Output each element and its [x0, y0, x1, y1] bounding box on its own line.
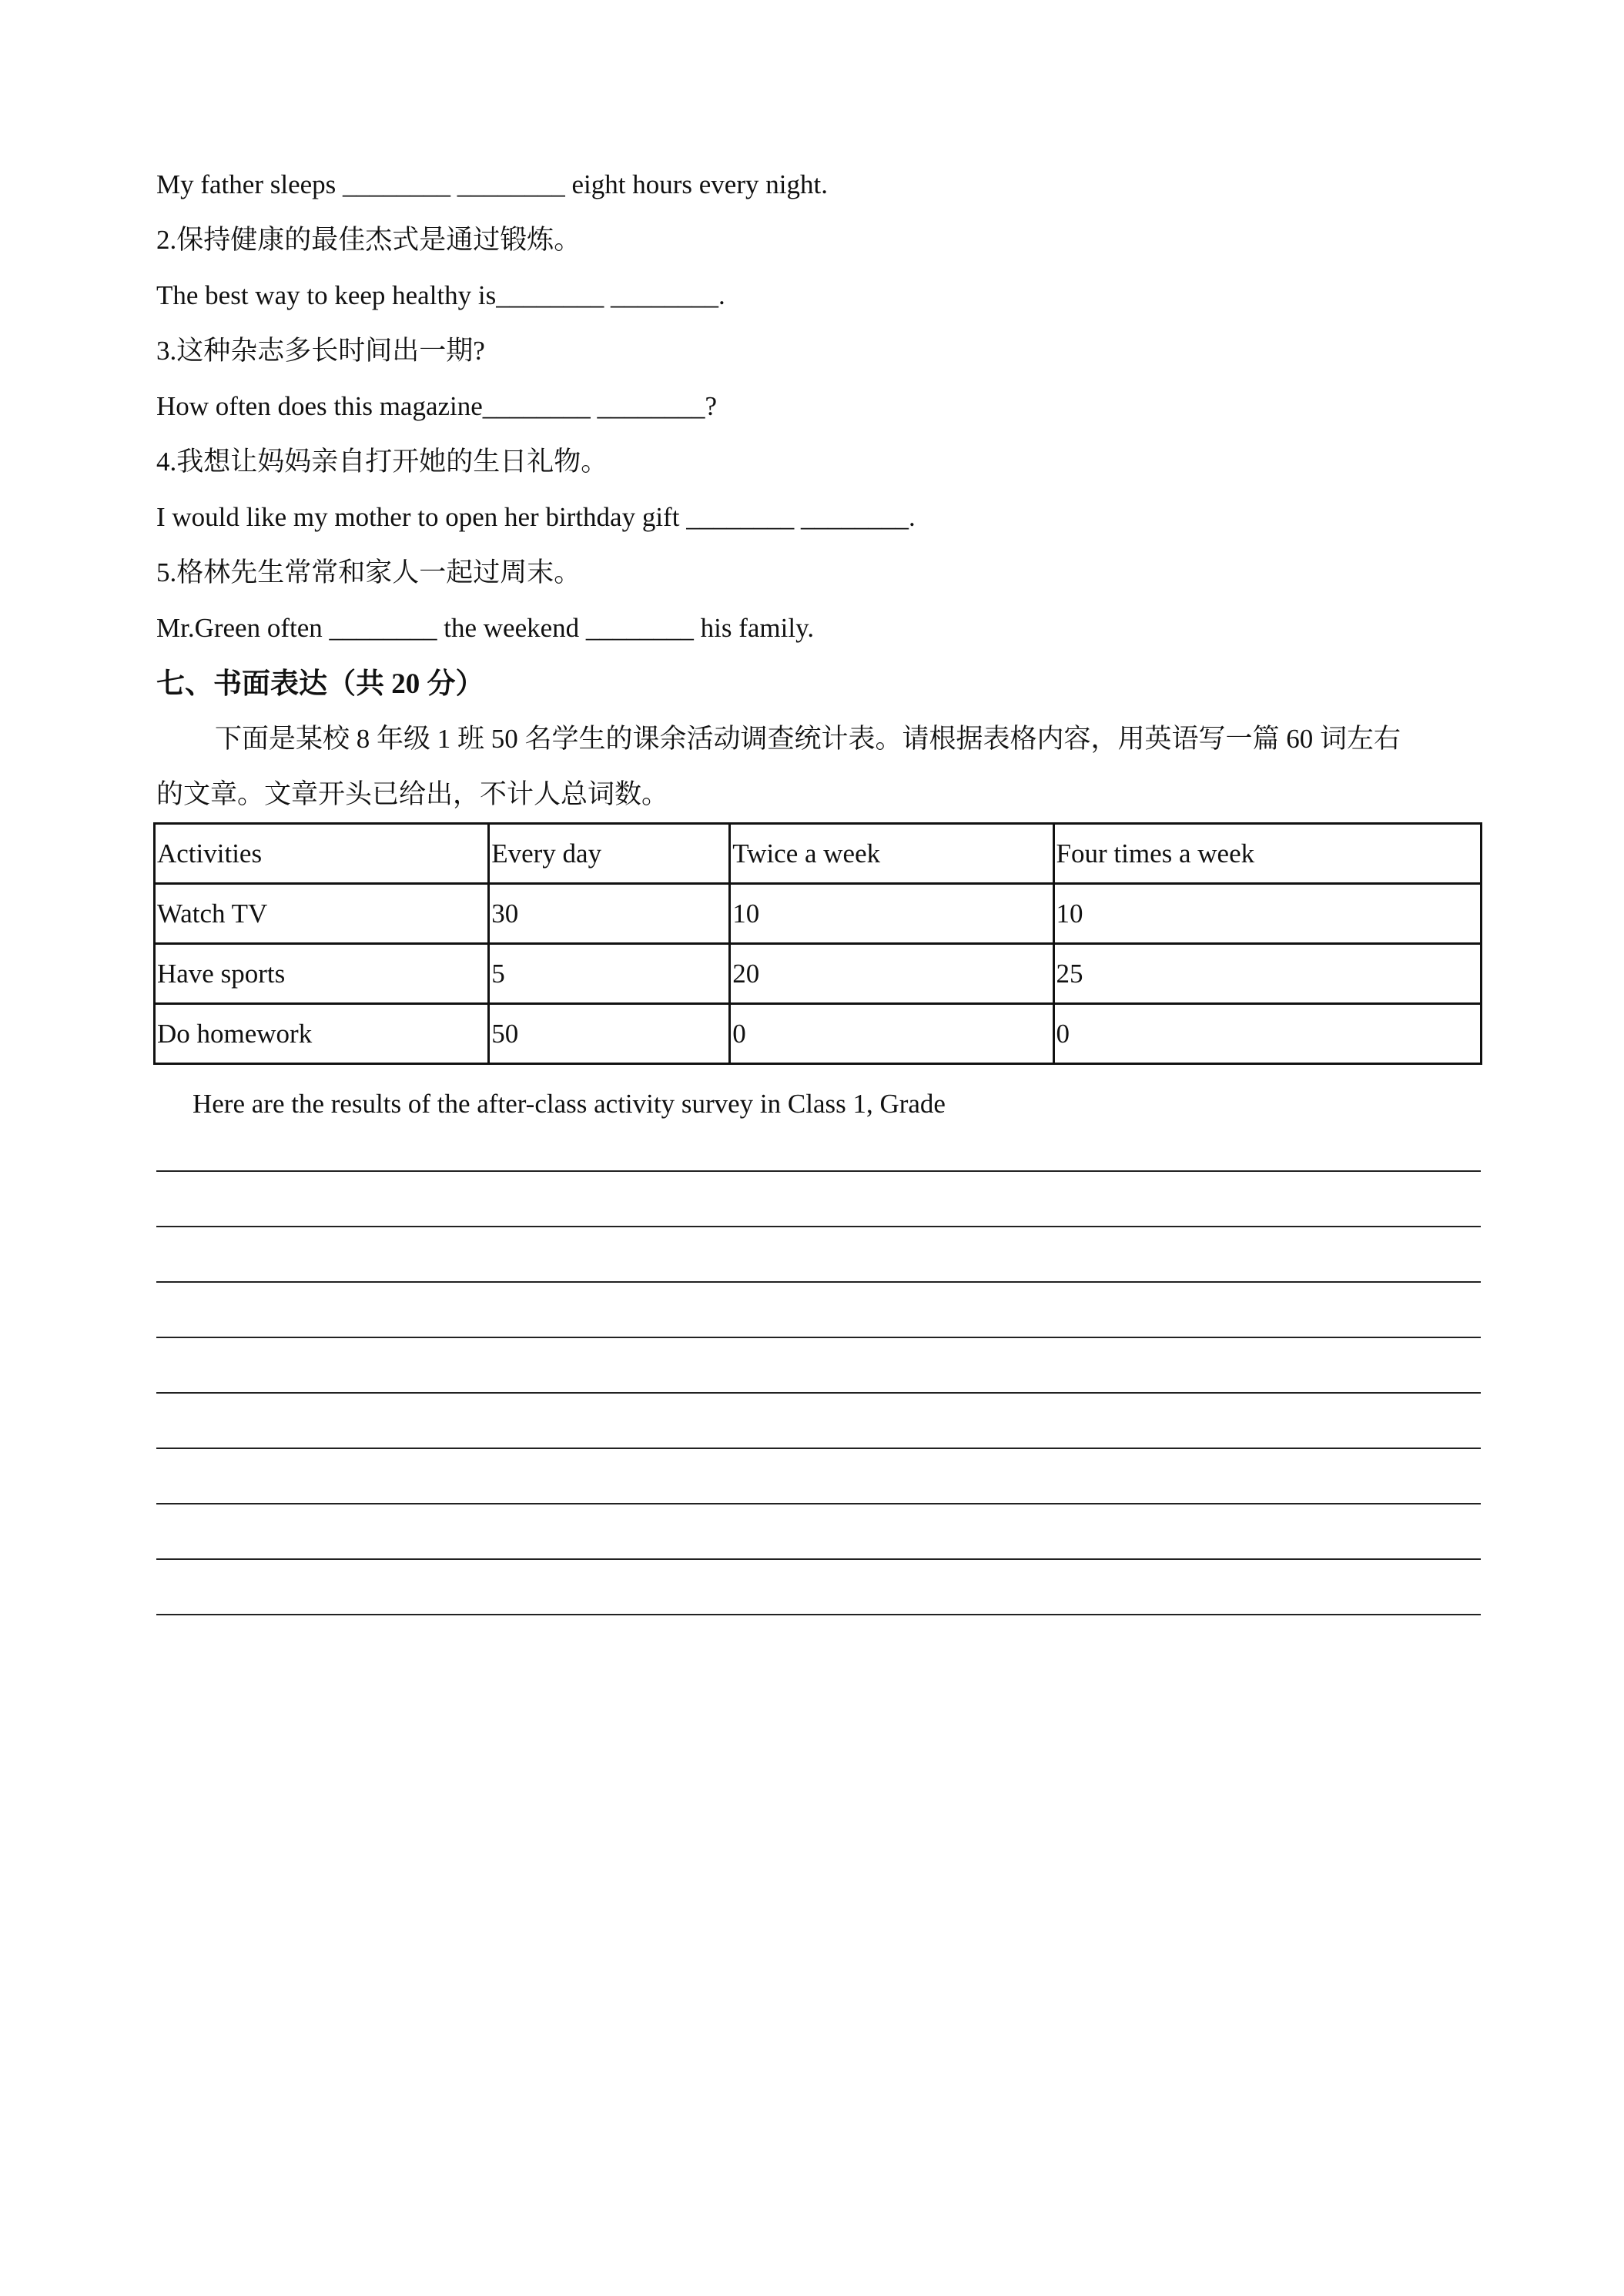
- translation-sentence-1-english: My father sleeps ________ ________ eight hours every night.: [156, 169, 828, 199]
- table-cell: 30: [489, 884, 730, 944]
- table-header-cell: Activities: [155, 824, 489, 884]
- table-cell: 0: [730, 1004, 1053, 1064]
- answer-line[interactable]: [156, 1392, 1481, 1394]
- section-heading-writing: 七、书面表达（共 20 分）: [156, 668, 484, 700]
- translation-sentence-3-english: How often does this magazine________ ________?: [156, 391, 718, 421]
- table-cell: Watch TV: [155, 884, 489, 944]
- survey-table: [153, 822, 1482, 1065]
- table-row: [155, 944, 1482, 1004]
- translation-sentence-2-english: The best way to keep healthy is________ ________.: [156, 280, 725, 310]
- translation-prompt-3-chinese: 3.这种杂志多长时间出一期?: [156, 336, 485, 366]
- table-header-row: [155, 824, 1482, 884]
- table-cell: Have sports: [155, 944, 489, 1004]
- answer-line[interactable]: [156, 1337, 1481, 1338]
- essay-opening-sentence: Here are the results of the after-class activity survey in Class 1, Grade: [193, 1089, 946, 1119]
- answer-line[interactable]: [156, 1281, 1481, 1283]
- answer-line[interactable]: [156, 1503, 1481, 1504]
- writing-instructions-line-2: 的文章。文章开头已给出，不计人总词数。: [156, 779, 669, 809]
- table-cell: 5: [489, 944, 730, 1004]
- translation-prompt-5-chinese: 5.格林先生常常和家人一起过周末。: [156, 557, 581, 587]
- translation-sentence-4-english: I would like my mother to open her birthday gift ________ ________.: [156, 502, 916, 532]
- translation-sentence-5-english: Mr.Green often ________ the weekend ________ his family.: [156, 613, 815, 643]
- table-cell: 20: [730, 944, 1053, 1004]
- translation-prompt-2-chinese: 2.保持健康的最佳杰式是通过锻炼。: [156, 225, 581, 255]
- table-row: [155, 1004, 1482, 1064]
- table-header-cell: Twice a week: [730, 824, 1053, 884]
- answer-line[interactable]: [156, 1448, 1481, 1449]
- table-cell: 10: [730, 884, 1053, 944]
- translation-prompt-4-chinese: 4.我想让妈妈亲自打开她的生日礼物。: [156, 447, 608, 477]
- table-cell: 10: [1053, 884, 1481, 944]
- table-cell: Do homework: [155, 1004, 489, 1064]
- answer-line[interactable]: [156, 1614, 1481, 1615]
- table-row: [155, 884, 1482, 944]
- table-cell: 50: [489, 1004, 730, 1064]
- table-cell: 0: [1053, 1004, 1481, 1064]
- writing-instructions-line-1: 下面是某校 8 年级 1 班 50 名学生的课余活动调查统计表。请根据表格内容，用英语写一篇 60 词左右: [215, 724, 1401, 754]
- table-header-cell: Four times a week: [1053, 824, 1481, 884]
- answer-line[interactable]: [156, 1558, 1481, 1560]
- answer-line[interactable]: [156, 1170, 1481, 1172]
- table-header-cell: Every day: [489, 824, 730, 884]
- answer-line[interactable]: [156, 1226, 1481, 1227]
- table-cell: 25: [1053, 944, 1481, 1004]
